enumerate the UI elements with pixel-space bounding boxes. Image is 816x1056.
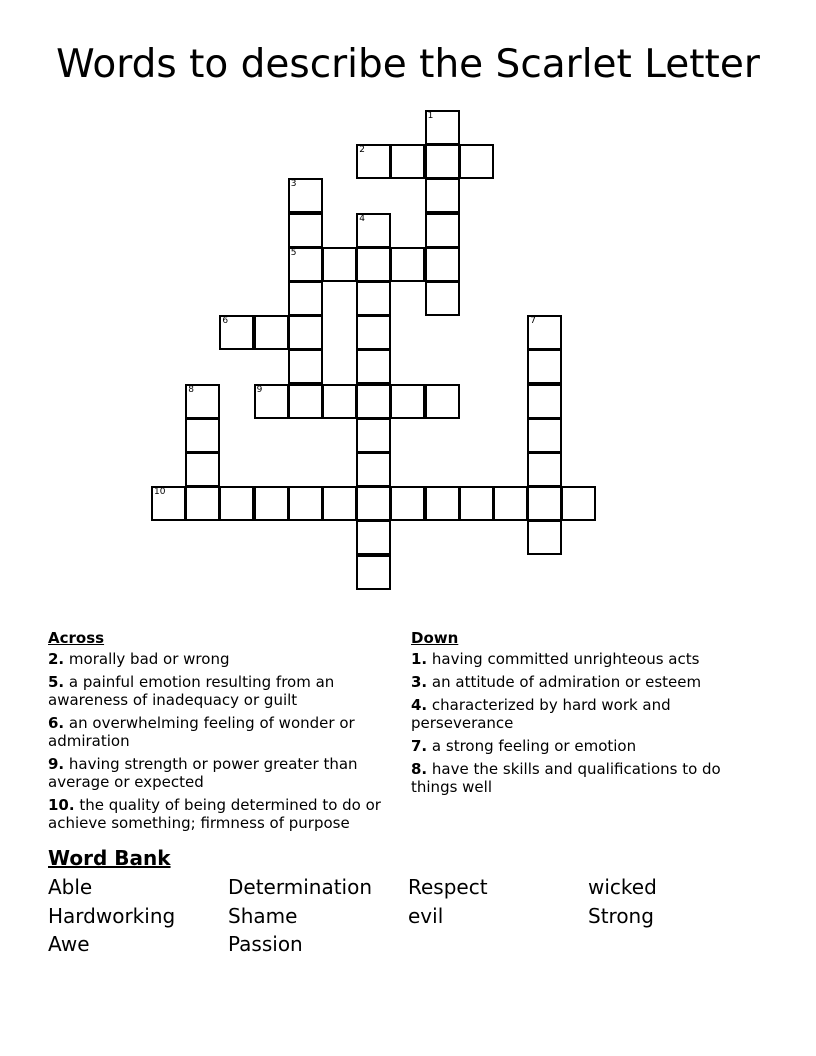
down-clues: [411, 629, 761, 801]
grid-cell[interactable]: [527, 384, 562, 419]
word-bank-item: Hardworking: [48, 903, 176, 928]
clue-number: 1: [427, 111, 434, 121]
across-clues: [48, 629, 398, 837]
clue-down-7: 7. a strong feeling or emotion: [411, 737, 637, 755]
grid-cell[interactable]: [322, 486, 357, 521]
grid-cell[interactable]: [254, 486, 289, 521]
grid-cell[interactable]: [527, 452, 562, 487]
clue-across-6: 6. an overwhelming feeling of wonder or admiration: [48, 714, 355, 750]
grid-cell[interactable]: [561, 486, 596, 521]
grid-cell[interactable]: [425, 213, 460, 248]
word-bank-item: Passion: [228, 932, 303, 956]
word-bank-item: wicked: [588, 875, 657, 899]
clue-number: 4: [359, 213, 365, 224]
grid-cell[interactable]: [527, 418, 562, 453]
grid-cell[interactable]: [425, 384, 460, 419]
grid-cell[interactable]: [356, 213, 391, 248]
grid-cell[interactable]: [322, 384, 357, 419]
grid-cell[interactable]: [185, 384, 220, 419]
grid-cell[interactable]: [356, 452, 391, 487]
word-bank-item: Respect: [408, 875, 488, 899]
grid-cell[interactable]: [425, 110, 460, 145]
grid-cell[interactable]: [390, 247, 425, 282]
clue-across-2: 2. morally bad or wrong: [48, 650, 230, 668]
grid-cell[interactable]: [219, 486, 254, 521]
grid-cell[interactable]: [425, 144, 460, 179]
grid-cell[interactable]: [390, 384, 425, 419]
grid-cell[interactable]: [185, 486, 220, 521]
word-bank: [48, 873, 768, 959]
grid-cell[interactable]: [390, 486, 425, 521]
clue-number: 7: [530, 316, 536, 327]
grid-cell[interactable]: [151, 486, 186, 521]
clue-down-4: 4. characterized by hard work and perseverance: [411, 696, 671, 732]
grid-cell[interactable]: [425, 486, 460, 521]
grid-cell[interactable]: [356, 247, 391, 282]
grid-cell[interactable]: [356, 520, 391, 555]
grid-cell[interactable]: [288, 247, 323, 282]
clue-number: 9: [256, 384, 263, 395]
grid-cell[interactable]: [288, 178, 323, 213]
across-heading: Across: [48, 629, 105, 647]
word-bank-item: Shame: [228, 903, 298, 928]
clue-across-10: 10. the quality of being determined to do or achieve something; firmness of purpose: [48, 796, 381, 832]
grid-cell[interactable]: [185, 452, 220, 487]
grid-cell[interactable]: [356, 281, 391, 316]
grid-cell[interactable]: [425, 247, 460, 282]
grid-cell[interactable]: [356, 384, 391, 419]
grid-cell[interactable]: [356, 418, 391, 453]
word-bank-heading: Word Bank: [48, 846, 171, 870]
grid-cell[interactable]: [356, 486, 391, 521]
clue-number: 5: [290, 247, 297, 258]
grid-cell[interactable]: [288, 281, 323, 316]
grid-cell[interactable]: [254, 315, 289, 350]
grid-cell[interactable]: [219, 315, 254, 350]
puzzle-title: Words to describe the Scarlet Letter: [56, 42, 760, 87]
word-bank-item: Awe: [48, 932, 90, 956]
word-bank-item: evil: [408, 903, 444, 928]
grid-cell[interactable]: [356, 555, 391, 590]
grid-cell[interactable]: [425, 178, 460, 213]
grid-cell[interactable]: [390, 144, 425, 179]
grid-cell[interactable]: [356, 144, 391, 179]
grid-cell[interactable]: [425, 281, 460, 316]
grid-cell[interactable]: [527, 486, 562, 521]
word-bank-item: Strong: [588, 903, 654, 928]
grid-cell[interactable]: [288, 486, 323, 521]
grid-cell[interactable]: [356, 349, 391, 384]
clue-number: 2: [359, 145, 365, 156]
grid-cell[interactable]: [322, 247, 357, 282]
word-bank-item: Determination: [228, 875, 373, 899]
grid-cell[interactable]: [288, 315, 323, 350]
grid-cell[interactable]: [527, 520, 562, 555]
grid-cell[interactable]: [288, 349, 323, 384]
clue-number: 3: [290, 179, 297, 190]
grid-cell[interactable]: [527, 349, 562, 384]
clue-down-3: 3. an attitude of admiration or esteem: [411, 673, 702, 691]
grid-cell[interactable]: [254, 384, 289, 419]
word-bank-item: Able: [48, 875, 93, 899]
clue-across-5: 5. a painful emotion resulting from an awareness of inadequacy or guilt: [48, 673, 335, 709]
clue-across-9: 9. having strength or power greater than average or expected: [48, 755, 358, 791]
grid-cell[interactable]: [288, 384, 323, 419]
grid-cell[interactable]: [527, 315, 562, 350]
clue-number: 10: [154, 487, 166, 498]
grid-cell[interactable]: [288, 213, 323, 248]
clue-number: 8: [188, 384, 194, 395]
grid-cell[interactable]: [356, 315, 391, 350]
down-heading: Down: [411, 629, 459, 647]
grid-cell[interactable]: [493, 486, 528, 521]
grid-cell[interactable]: [185, 418, 220, 453]
grid-cell[interactable]: [459, 486, 494, 521]
clue-number: 6: [222, 316, 229, 327]
clue-down-1: 1. having committed unrighteous acts: [411, 650, 700, 668]
clue-down-8: 8. have the skills and qualifications to do things well: [411, 760, 721, 796]
grid-cell[interactable]: [459, 144, 494, 179]
